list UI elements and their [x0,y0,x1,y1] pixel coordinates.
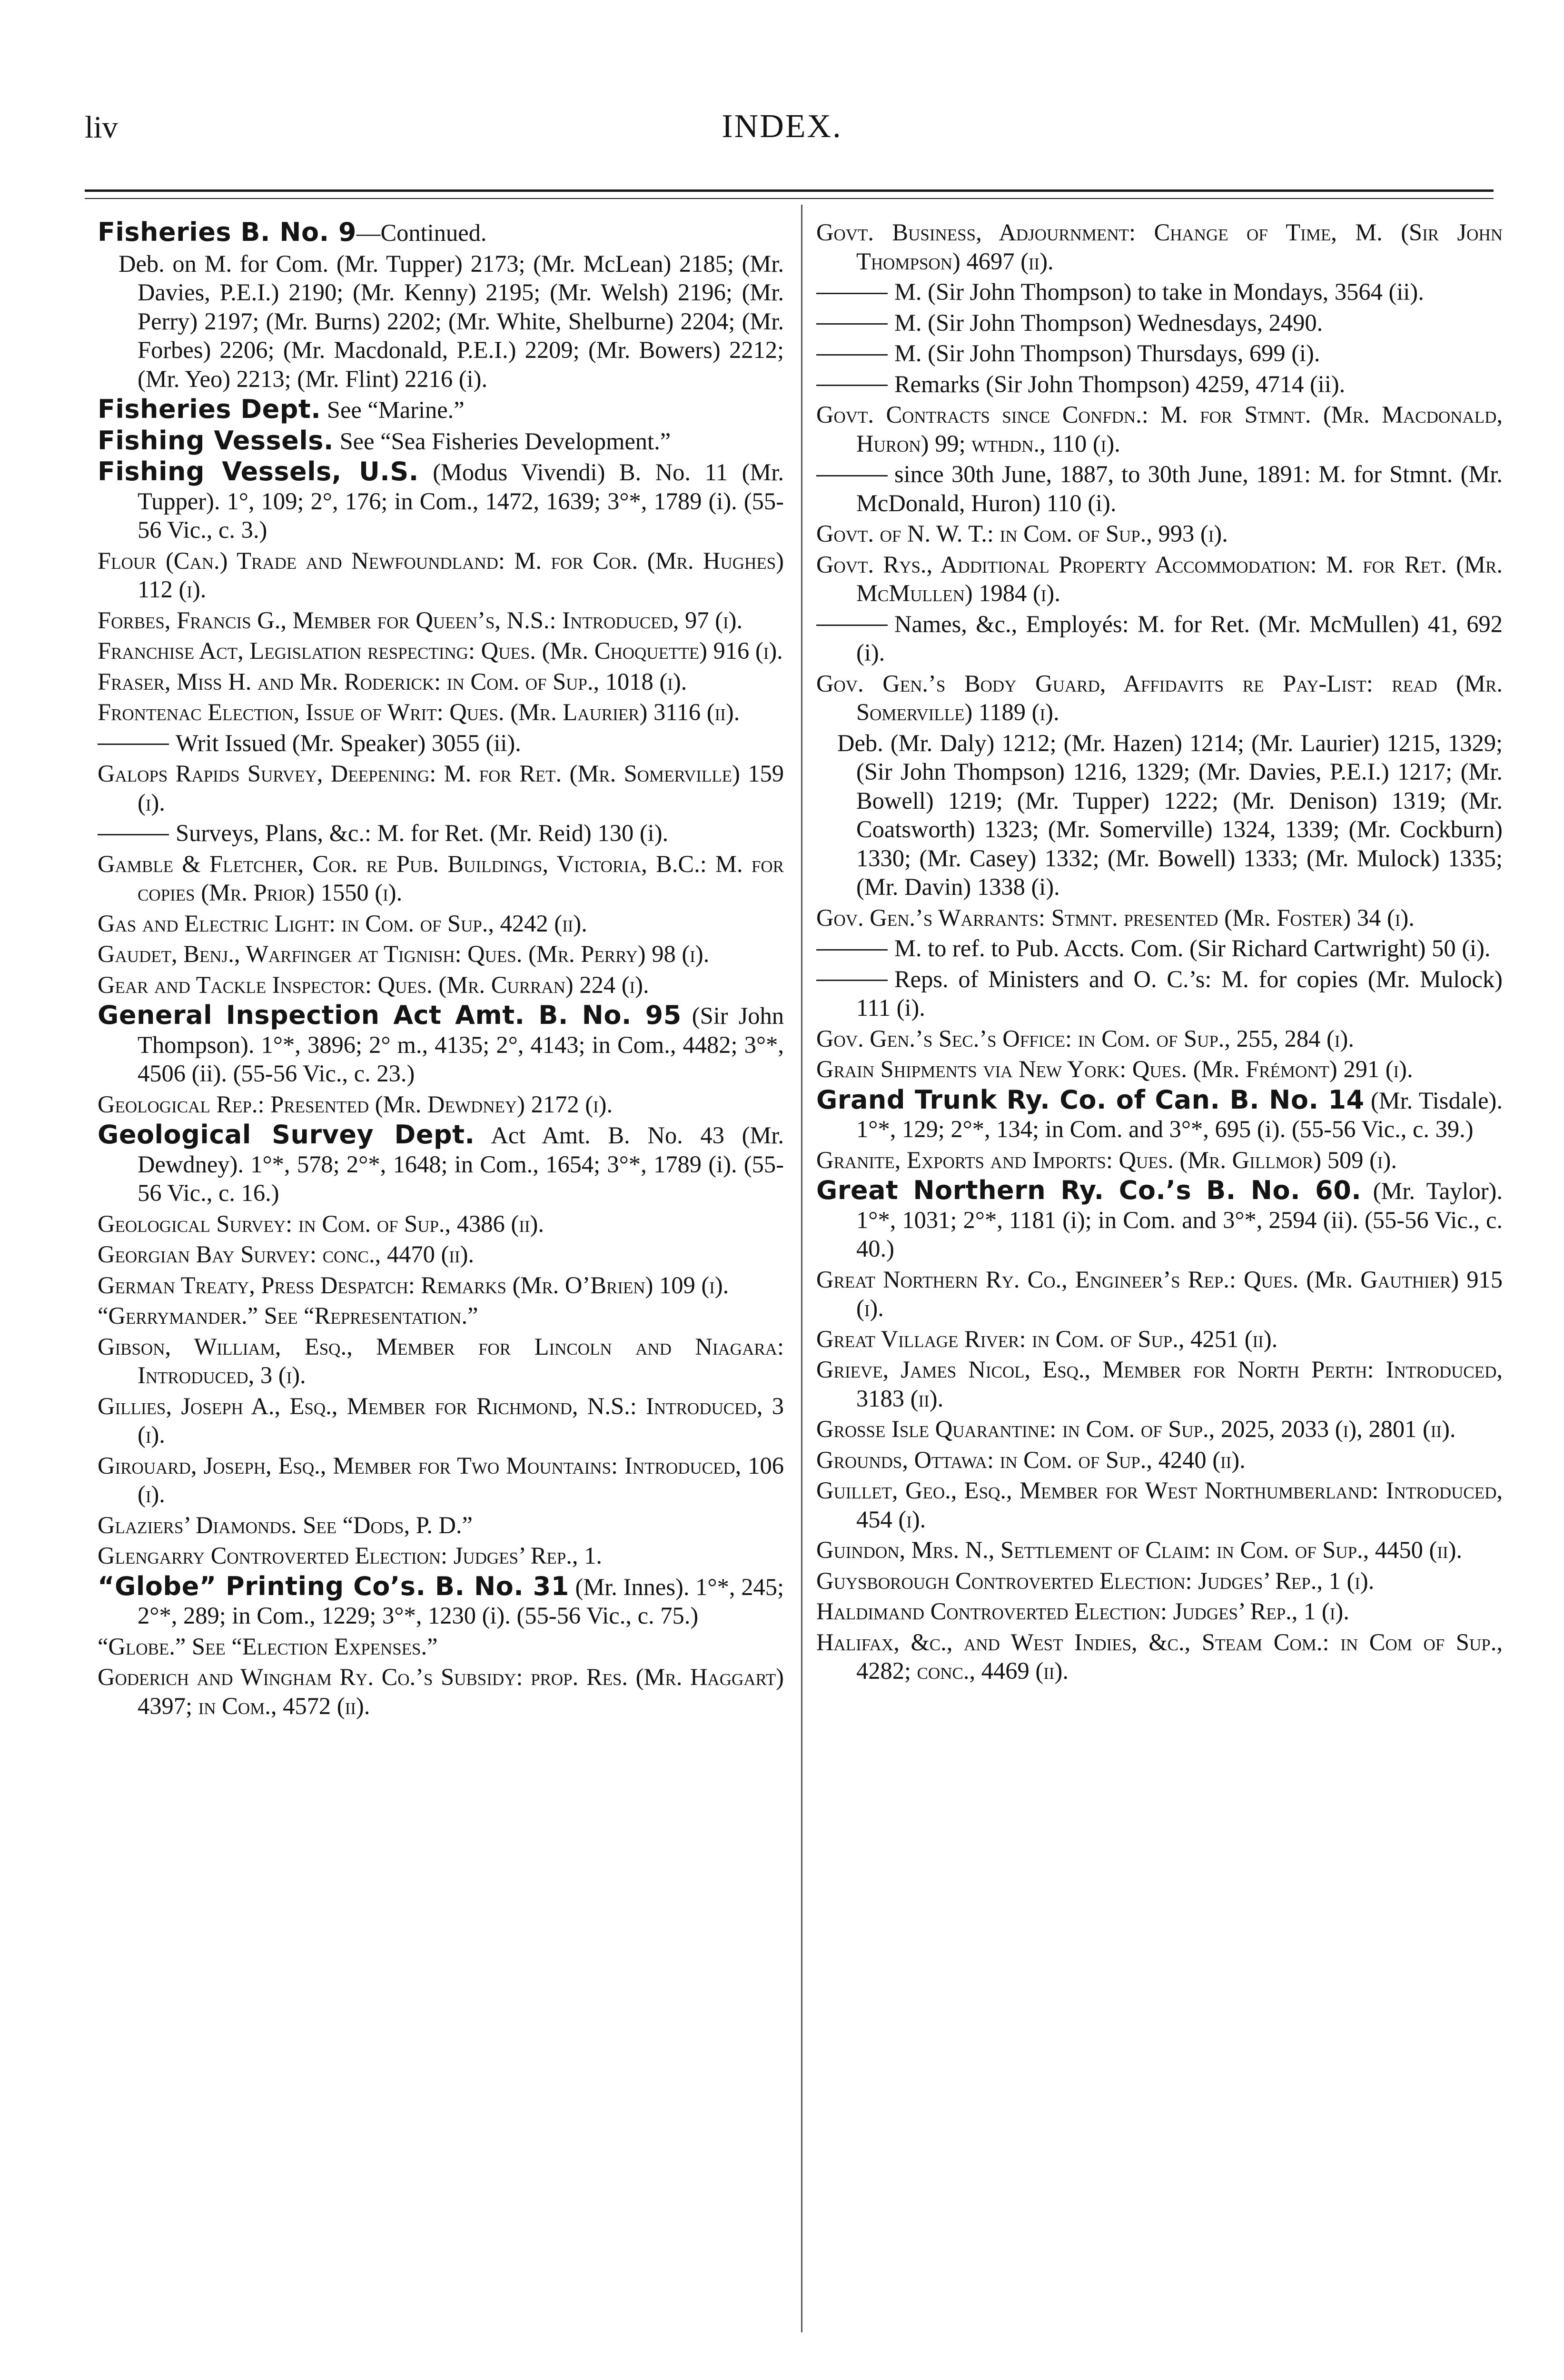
index-entry [98,1301,784,1330]
index-entry-text: Surveys, Plans, &c.: M. for Ret. (Mr. Reid) 130 (i). [176,820,669,846]
index-entry [98,606,784,635]
index-entry-text: General Inspection Act Amt. B. No. 95 (Sir John Thompson). 1°*, 3896; 2° m., 4135; 2°, 4143; in Com., 4482; 3°*, 4506 (ii). (55-56 Vic., c. 23.) [98,1000,784,1087]
index-entry-text: Great Village River: in Com. of Sup., 4251 (ii). [816,1325,1278,1352]
index-entry-text: Writ Issued (Mr. Speaker) 3055 (ii). [176,729,521,756]
index-entry-text: Grounds, Ottawa: in Com. of Sup., 4240 (ii). [816,1446,1246,1473]
index-entry-text: “Gerrymander.” See “Representation.” [98,1302,478,1329]
index-entry [816,1446,1503,1475]
index-entry-text: Galops Rapids Survey, Deepening: M. for Ret. (Mr. Somerville) 159 (i). [98,760,784,816]
index-entry [98,1663,784,1720]
index-entry [816,400,1503,458]
index-entry-text: Deb. on M. for Com. (Mr. Tupper) 2173; (Mr. McLean) 2185; (Mr. Davies, P.E.I.) 2190; (Mr. Kenny) 2195; (Mr. Welsh) 2196; (Mr. Perry) 2197; (Mr. Burns) 2202; (Mr. White, Shelburne) 2204; (Mr. Forbes) 2206; (Mr. Macdonald, P.E.I.) 2209; (Mr. Bowers) 2212; (Mr. Yeo) 2213; (Mr. Flint) 2216 (i). [119,250,784,392]
index-entry [816,278,1503,307]
index-entry [816,934,1503,963]
ditto-dash [816,949,888,951]
index-entry [816,308,1503,337]
index-entry [816,1628,1503,1686]
index-entry-text: Georgian Bay Survey: conc., 4470 (ii). [98,1241,475,1268]
index-entry [98,457,784,545]
index-entry [816,1176,1503,1263]
index-entry-text: “Globe” Printing Co’s. B. No. 31 (Mr. Innes). 1°*, 245; 2°*, 289; in Com., 1229; 3°*, 1230 (i). (55-56 Vic., c. 75.) [98,1571,784,1629]
index-entry-text: Govt. Business, Adjournment: Change of Time, M. (Sir John Thompson) 4697 (ii). [816,219,1503,275]
index-entry-text: Reps. of Ministers and O. C.’s: M. for copies (Mr. Mulock) 111 (i). [856,965,1503,1021]
index-entry-text: German Treaty, Press Despatch: Remarks (Mr. O’Brien) 109 (i). [98,1271,729,1299]
index-entry [98,636,784,665]
index-entry-text: Girouard, Joseph, Esq., Member for Two Mountains: Introduced, 106 (i). [98,1452,784,1507]
index-entry [816,1536,1503,1565]
index-entry-text: Glengarry Controverted Election: Judges’ Rep., 1. [98,1542,602,1569]
index-entry [98,1090,784,1119]
index-entry-text: Names, &c., Employés: M. for Ret. (Mr. McMullen) 41, 692 (i). [856,610,1503,666]
index-entry-text: Geological Rep.: Presented (Mr. Dewdney) 2172 (i). [98,1091,613,1118]
ditto-dash [816,293,888,294]
ditto-dash [816,625,888,626]
index-entry-text: Gas and Electric Light: in Com. of Sup., 4242 (ii). [98,910,587,937]
index-entry [98,426,784,456]
ditto-dash [98,834,169,835]
index-entry [816,519,1503,548]
index-entry [98,1511,784,1540]
index-entry [98,249,784,394]
index-entry [816,610,1503,667]
index-entry [816,1055,1503,1084]
index-entry-text: Forbes, Francis G., Member for Queen’s, N.S.: Introduced, 97 (i). [98,606,743,634]
index-entry [98,1121,784,1208]
index-entry [816,1086,1503,1144]
index-entry [816,965,1503,1022]
index-entry [98,729,784,758]
index-entry-text: Geological Survey: in Com. of Sup., 4386 (ii). [98,1210,544,1237]
index-entry [98,819,784,848]
index-entry-text: Guillet, Geo., Esq., Member for West Northumberland: Introduced, 454 (i). [816,1477,1503,1533]
index-entry-text: Gillies, Joseph A., Esq., Member for Richmond, N.S.: Introduced, 3 (i). [98,1392,784,1448]
index-entry [98,218,784,248]
index-entry [98,1210,784,1239]
index-entry-text: Govt. of N. W. T.: in Com. of Sup., 993 (i). [816,520,1228,547]
index-entry-text: M. (Sir John Thompson) to take in Mondays, 3564 (ii). [894,278,1424,305]
index-entry [816,1567,1503,1596]
index-entry [816,1597,1503,1626]
index-entry [98,1572,784,1630]
ditto-dash [816,980,888,981]
index-entry-text: Gamble & Fletcher, Cor. re Pub. Buildings, Victoria, B.C.: M. for copies (Mr. Prior) 1550 (i). [98,850,784,906]
index-entry [816,550,1503,608]
index-entry [816,669,1503,727]
index-entry-text: M. (Sir John Thompson) Wednesdays, 2490. [894,309,1323,336]
index-entry-text: Fishing Vessels, U.S. (Modus Vivendi) B. No. 11 (Mr. Tupper). 1°, 109; 2°, 176; in Com., 1472, 1639; 3°*, 1789 (i). (55-56 Vic., c. 3.) [98,456,784,543]
index-entry-text: Gov. Gen.’s Warrants: Stmnt. presented (Mr. Foster) 34 (i). [816,904,1415,931]
index-entry [816,1146,1503,1175]
index-entry [816,1355,1503,1413]
ditto-dash [816,385,888,386]
index-entry-text: Granite, Exports and Imports: Ques. (Mr. Gillmor) 509 (i). [816,1146,1397,1173]
index-entry-text: Fisheries B. No. 9—Continued. [98,217,487,247]
index-entry [98,1451,784,1509]
index-entry [98,1332,784,1390]
index-entry [98,1271,784,1300]
index-entry-text: Deb. (Mr. Daly) 1212; (Mr. Hazen) 1214; (Mr. Laurier) 1215, 1329; (Sir John Thompson) 1216, 1329; (Mr. Davies, P.E.I.) 1217; (Mr. Bowell) 1219; (Mr. Tupper) 1222; (Mr. Denison) 1319; (Mr. Coatsworth) 1323; (Mr. Somerville) 1324, 1339; (Mr. Cockburn) 1330; (Mr. Casey) 1332; (Mr. Bowell) 1333; (Mr. Mulock) 1335; (Mr. Davin) 1338 (i). [837,729,1503,900]
index-entry-text: Gibson, William, Esq., Member for Lincoln and Niagara: Introduced, 3 (i). [98,1333,784,1388]
index-entry-text: Goderich and Wingham Ry. Co.’s Subsidy: prop. Res. (Mr. Haggart) 4397; in Com., 4572 (ii). [98,1664,784,1719]
ditto-dash [816,354,888,356]
index-entry-text: Gov. Gen.’s Sec.’s Office: in Com. of Sup., 255, 284 (i). [816,1025,1354,1052]
index-entry [98,546,784,604]
header-rule-thin [85,198,1494,199]
index-entry-text: Guysborough Controverted Election: Judges’ Rep., 1 (i). [816,1567,1375,1594]
page-number: liv [85,110,118,145]
index-entry-text: Fraser, Miss H. and Mr. Roderick: in Com. of Sup., 1018 (i). [98,668,687,695]
index-entry-text: Grosse Isle Quarantine: in Com. of Sup., 2025, 2033 (i), 2801 (ii). [816,1416,1456,1442]
header-rule-thick [85,189,1494,192]
index-entry [98,667,784,696]
index-entry-text: Haldimand Controverted Election: Judges’ Rep., 1 (i). [816,1598,1349,1625]
index-entry-text: Geological Survey Dept. Act Amt. B. No. 43 (Mr. Dewdney). 1°*, 578; 2°*, 1648; in Com., 1654; 3°*, 1789 (i). (55-56 Vic., c. 16.) [98,1120,784,1206]
index-entry-text: Remarks (Sir John Thompson) 4259, 4714 (ii). [894,370,1346,397]
index-entry [98,909,784,938]
index-entry [98,698,784,727]
index-column-left [98,218,784,1722]
index-entry-text: Gear and Tackle Inspector: Ques. (Mr. Curran) 224 (i). [98,971,649,998]
index-entry [816,1024,1503,1053]
index-entry-text: “Globe.” See “Election Expenses.” [98,1633,438,1660]
index-entry [816,1415,1503,1444]
index-entry-text: Grieve, James Nicol, Esq., Member for North Perth: Introduced, 3183 (ii). [816,1356,1503,1412]
index-entry-text: Franchise Act, Legislation respecting: Ques. (Mr. Choquette) 916 (i). [98,637,783,664]
index-entry [98,1392,784,1449]
index-entry-text: Halifax, &c., and West Indies, &c., Steam Com.: in Com of Sup., 4282; conc., 4469 (ii). [816,1628,1503,1684]
index-entry [816,903,1503,932]
index-entry [98,1001,784,1088]
index-entry-text: Govt. Rys., Additional Property Accommodation: M. for Ret. (Mr. McMullen) 1984 (i). [816,551,1503,606]
index-entry [816,1265,1503,1323]
index-entry [98,940,784,969]
index-entry [98,1632,784,1661]
index-entry-text: Fisheries Dept. See “Marine.” [98,394,465,424]
index-entry-text: Govt. Contracts since Confdn.: M. for Stmnt. (Mr. Macdonald, Huron) 99; wthdn., 110 (i). [816,401,1503,457]
index-entry [98,759,784,817]
index-entry [98,1240,784,1269]
column-divider [801,205,802,2332]
index-entry-text: M. to ref. to Pub. Accts. Com. (Sir Richard Cartwright) 50 (i). [894,935,1491,962]
index-entry-text: Grain Shipments via New York: Ques. (Mr. Frémont) 291 (i). [816,1056,1413,1082]
index-entry-text: Flour (Can.) Trade and Newfoundland: M. for Cor. (Mr. Hughes) 112 (i). [98,547,784,603]
index-column-right [816,218,1503,1687]
ditto-dash [98,744,169,745]
index-entry-text: Grand Trunk Ry. Co. of Can. B. No. 14 (Mr. Tisdale). 1°*, 129; 2°*, 134; in Com. and 3°*, 695 (i). (55-56 Vic., c. 39.) [816,1084,1503,1142]
index-entry-text: Great Northern Ry. Co.’s B. No. 60. (Mr. Taylor). 1°*, 1031; 2°*, 1181 (i); in Com. and 3°*, 2594 (ii). (55-56 Vic., c. 40.) [816,1175,1503,1262]
index-entry [816,460,1503,517]
index-entry [816,370,1503,399]
index-entry [98,1541,784,1570]
ditto-dash [816,475,888,476]
index-entry [816,339,1503,368]
index-entry-text: Gaudet, Benj., Warfinger at Tignish: Ques. (Mr. Perry) 98 (i). [98,941,710,967]
index-entry-text: since 30th June, 1887, to 30th June, 1891: M. for Stmnt. (Mr. McDonald, Huron) 110 (i). [856,461,1503,516]
index-entry [816,1325,1503,1354]
index-entry [98,971,784,1000]
index-entry [816,1476,1503,1534]
index-entry-text: Glaziers’ Diamonds. See “Dods, P. D.” [98,1511,473,1538]
ditto-dash [816,323,888,325]
index-entry [816,218,1503,276]
index-entry [816,729,1503,902]
index-entry [98,395,784,425]
index-entry-text: Great Northern Ry. Co., Engineer’s Rep.: Ques. (Mr. Gauthier) 915 (i). [816,1266,1503,1321]
page-title: INDEX. [722,108,842,145]
index-entry-text: M. (Sir John Thompson) Thursdays, 699 (i). [894,340,1320,367]
index-entry [98,850,784,907]
index-entry-text: Frontenac Election, Issue of Writ: Ques. (Mr. Laurier) 3116 (ii). [98,699,740,725]
index-entry-text: Guindon, Mrs. N., Settlement of Claim: in Com. of Sup., 4450 (ii). [816,1537,1463,1563]
index-entry-text: Fishing Vessels. See “Sea Fisheries Development.” [98,425,671,456]
index-entry-text: Gov. Gen.’s Body Guard, Affidavits re Pay-List: read (Mr. Somerville) 1189 (i). [816,670,1503,725]
